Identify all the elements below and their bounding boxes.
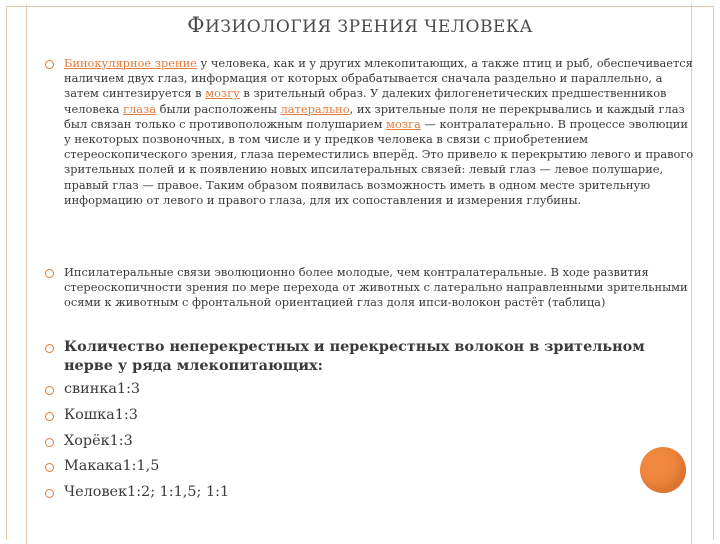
bullet-icon [44,59,55,70]
link-brain[interactable]: мозгу [205,86,240,101]
paragraph-binocular [64,56,696,208]
row-pig: свинка1:3 [64,381,141,397]
row-ferret: Хорёк1:3 [64,433,133,449]
decorative-orange-circle [640,447,686,493]
paragraph-text: — контралатерально. В процессе эволюции у некоторых позвоночных, в том числе и у предков человека в связи с приобретением стереоскопического зрения, глаза переместились вперёд. Это привело к перекрытию левого и правого зрительных полей и к появлению новых ипсилатеральных связей: левый глаз — левое полушарие, правый глаз — правое. Таким образом появилась возможность иметь в одном месте зрительную информацию от левого и правого глаза, для их сопоставления и измерения глубины. [64,116,694,207]
bullet-icon [44,385,55,396]
row-human: Человек1:2; 1:1,5; 1:1 [64,484,230,500]
bullet-icon [44,462,55,473]
link-laterally[interactable]: латерально [280,101,350,116]
link-binocular-vision[interactable]: Бинокулярное зрение [64,56,197,70]
link-eyes[interactable]: глаза [123,101,157,116]
paragraph-ipsilateral: Ипсилатеральные связи эволюционно более молодые, чем контралатеральные. В ходе развития стереоскопичности зрения по мере перехода от животных с латерально направленными зрительными осями к животным с фронтальной ориентацией глаз доля ипси-волокон растёт (таблица) [64,265,688,310]
row-cat: Кошка1:3 [64,407,138,423]
paragraph-text: у человека, как и у других млекопитающих, а также птиц и рыб, обеспечивается наличием двух глаз, информация от которых обрабатывается сначала раздельно и параллельно, а затем синтезируется в [64,56,693,101]
paragraph-text: , их зрительные поля не перекрывались и каждый глаз был связан только с противоположным полушарием [64,101,685,131]
row-macaque: Макака1:1,5 [64,458,160,474]
title-rest: ИЗИОЛОГИЯ ЗРЕНИЯ ЧЕЛОВЕКА [205,17,533,37]
bullet-icon [44,343,55,354]
bullet-icon [44,411,55,422]
link-brain-2[interactable]: мозга [386,116,421,131]
bullet-icon [44,437,55,448]
bullet-icon [44,488,55,499]
paragraph-text: в зрительный образ. У далеких филогенетических предшественников человека [64,86,667,116]
title-capital: Ф [187,13,206,37]
bullet-icon [44,268,55,279]
table-heading: Количество неперекрестных и перекрестных волокон в зрительном нерве у ряда млекопитающих: [64,338,645,374]
paragraph-text: были расположены [156,101,281,116]
